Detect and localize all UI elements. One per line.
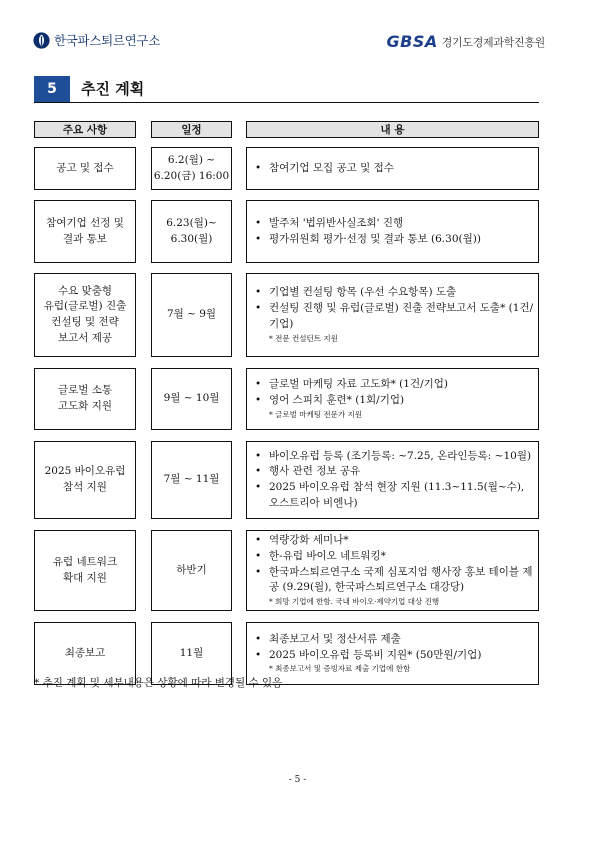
table-cell-schedule: [151, 530, 232, 611]
item-line: 참여기업 선정 및: [46, 216, 124, 229]
bullet-item: [255, 549, 534, 565]
bullet-text: 영어 스피치 훈련* (1회/기업): [269, 394, 405, 406]
item-line: 컨설팅 및 전략: [51, 316, 119, 328]
bullet-note: * 희망 기업에 한함. 국내 바이오·제약기업 대상 진행: [269, 597, 440, 606]
bullet-item: [255, 161, 534, 177]
table-cell-item: [34, 200, 136, 263]
item-line: 수요 맞춤형: [57, 284, 113, 297]
table-cell-content: [246, 273, 539, 357]
bullet-item: [255, 301, 534, 333]
footnote: * 추진 계획 및 세부내용은 상황에 따라 변경될 수 있음: [34, 677, 283, 689]
schedule-line: 6.20(금) 16:00: [153, 169, 230, 182]
item-line: 결과 통보: [63, 232, 107, 245]
section-underline: [34, 102, 539, 103]
section-number: 5: [34, 76, 70, 102]
table-cell-schedule: [151, 441, 232, 519]
bullet-icon: •: [255, 378, 262, 391]
section-title: 추진 계획: [81, 80, 145, 98]
bullet-text: 평가위원회 평가·선정 및 결과 통보 (6.30(월)): [269, 232, 481, 245]
bullet-icon: •: [255, 302, 262, 315]
table-cell-item: [34, 441, 136, 519]
table-cell-content: [246, 441, 539, 519]
bullet-text: 2025 바이오유럽 참석 현장 지원 (11.3~11.5(월~수), 오스트리아 비엔나): [269, 481, 525, 509]
bullet-text: 바이오유럽 등록 (조기등록: ~7.25, 온라인등록: ~10월): [269, 449, 532, 462]
table-cell-content: [246, 530, 539, 611]
bullet-icon: •: [255, 481, 262, 493]
bullet-icon: •: [255, 465, 262, 478]
table-cell-item: [34, 368, 136, 430]
gbsa-org-name: 경기도경제과학진흥원: [441, 35, 545, 49]
bullet-note: * 최종보고서 및 증빙자료 제출 기업에 한함: [269, 664, 411, 674]
bullet-note: * 전문 컨설턴트 지원: [269, 333, 338, 343]
pasteur-org-name: 한국파스퇴르연구소: [54, 33, 160, 48]
bullet-icon: •: [255, 286, 262, 299]
table-cell-schedule: [151, 273, 232, 357]
bullet-text: 2025 바이오유럽 등록비 지원* (50만원/기업): [269, 648, 482, 661]
schedule-line: 7월 ~ 9월: [166, 308, 217, 321]
schedule-line: 하반기: [176, 563, 207, 576]
item-line: 유럽 네트워크: [52, 555, 118, 568]
pasteur-emblem-icon: [33, 32, 50, 49]
bullet-item: [255, 449, 534, 465]
item-line: 유럽(글로벌) 진출: [43, 300, 127, 313]
bullet-icon: •: [255, 632, 262, 645]
bullet-icon: •: [255, 449, 262, 462]
bullet-text: 최종보고서 및 정산서류 제출: [269, 632, 401, 645]
bullet-item: [255, 377, 534, 393]
bullet-icon: •: [255, 648, 262, 661]
bullet-item: [255, 648, 534, 664]
bullet-text: 한국파스퇴르연구소 국제 심포지엄 행사장 홍보 테이블 제공 (9.29(월), 한국파스퇴르연구소 대강당): [269, 565, 533, 594]
column-header-schedule: 일정: [151, 121, 232, 138]
bullet-text: 기업별 컨설팅 항목 (우선 수요항목) 도출: [269, 286, 457, 299]
bullet-item: [255, 464, 534, 480]
bullet-icon: •: [255, 394, 262, 406]
bullet-text: 역량강화 세미나*: [269, 534, 349, 546]
bullet-icon: •: [255, 232, 262, 245]
table-cell-item: [34, 273, 136, 357]
bullet-item: [255, 565, 534, 597]
schedule-line: 11월: [179, 646, 204, 659]
table-cell-content: [246, 147, 539, 190]
bullet-note: * 글로벌 마케팅 전문가 지원: [269, 409, 362, 419]
bullet-item: [255, 216, 534, 232]
bullet-text: 행사 관련 정보 공유: [269, 465, 361, 478]
bullet-item: [255, 232, 534, 248]
table-cell-schedule: [151, 200, 232, 263]
table-cell-schedule: [151, 368, 232, 430]
column-header-item: 주요 사항: [34, 121, 136, 138]
column-header-content: 내 용: [246, 121, 539, 138]
item-line: 고도화 지원: [57, 400, 113, 412]
table-cell-schedule: [151, 147, 232, 190]
bullet-text: 컨설팅 진행 및 유럽(글로벌) 진출 전략보고서 도출* (1건/기업): [269, 302, 534, 330]
bullet-icon: •: [255, 534, 262, 546]
bullet-icon: •: [255, 565, 262, 578]
bullet-item: [255, 393, 534, 409]
bullet-item: [255, 285, 534, 301]
item-line: 글로벌 소통: [57, 384, 113, 397]
schedule-line: 7월 ~ 11월: [163, 473, 220, 486]
bullet-text: 발주처 '법위반사실조회' 진행: [269, 216, 404, 229]
bullet-icon: •: [255, 216, 262, 229]
table-cell-item: [34, 147, 136, 190]
schedule-line: 6.23(월)~: [166, 216, 217, 229]
item-line: 2025 바이오유럽: [44, 465, 126, 478]
table-cell-item: [34, 530, 136, 611]
table-cell-content: [246, 200, 539, 263]
bullet-item: [255, 480, 534, 512]
item-line: 공고 및 접수: [56, 161, 114, 174]
schedule-line: 9월 ~ 10월: [163, 392, 220, 405]
bullet-icon: •: [255, 161, 262, 174]
bullet-text: 한-유럽 바이오 네트워킹*: [269, 549, 386, 562]
item-line: 확대 지원: [63, 571, 107, 584]
page-number: - 5 -: [288, 775, 307, 785]
bullet-item: [255, 533, 534, 549]
item-line: 참석 지원: [63, 481, 107, 493]
table-cell-content: [246, 622, 539, 685]
bullet-item: [255, 632, 534, 648]
table-cell-content: [246, 368, 539, 430]
gbsa-logo: [387, 32, 546, 51]
schedule-line: 6.2(월) ~: [167, 153, 216, 166]
bullet-text: 글로벌 마케팅 자료 고도화* (1건/기업): [269, 378, 449, 391]
bullet-text: 참여기업 모집 공고 및 접수: [269, 161, 394, 174]
item-line: 최종보고: [64, 646, 106, 659]
schedule-line: 6.30(월): [170, 232, 213, 245]
bullet-icon: •: [255, 549, 262, 562]
item-line: 보고서 제공: [57, 331, 113, 344]
gbsa-wordmark: GBSA: [386, 32, 438, 51]
pasteur-logo: [33, 31, 160, 49]
